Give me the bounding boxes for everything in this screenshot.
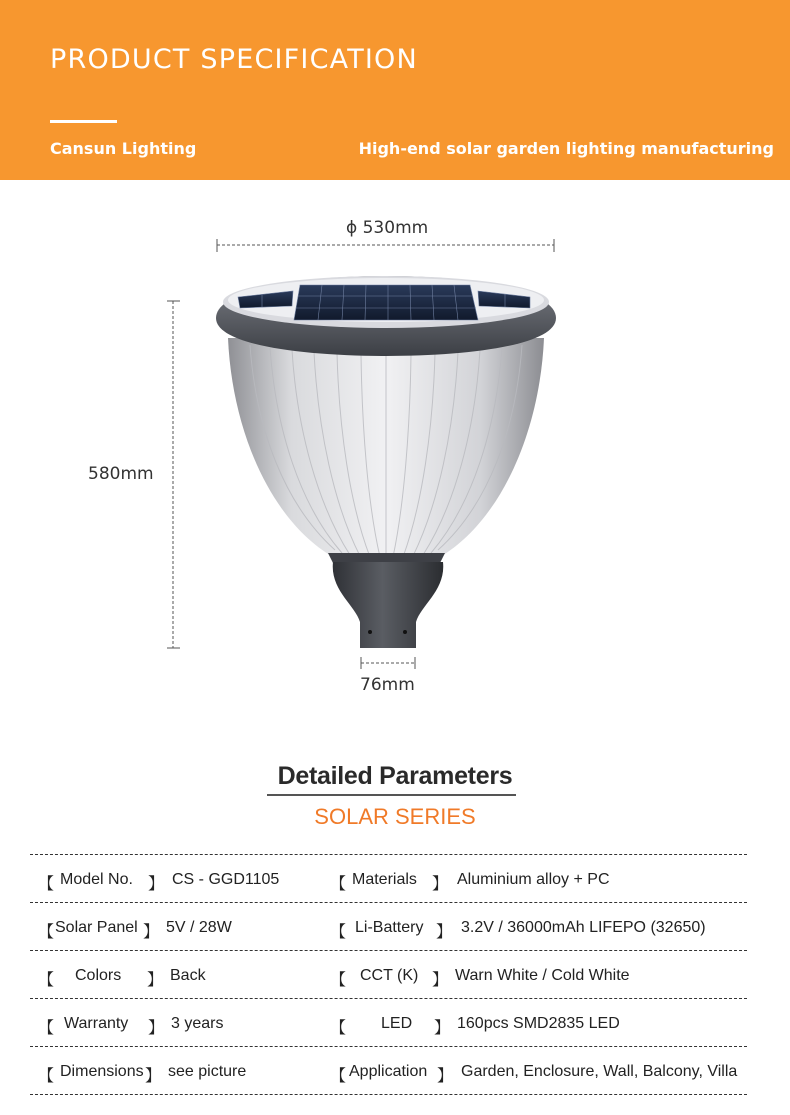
height-label: 580mm xyxy=(88,464,154,484)
param-value: Aluminium alloy + PC xyxy=(457,871,610,888)
row-divider xyxy=(30,1046,747,1047)
page-title: PRODUCT SPECIFICATION xyxy=(50,44,418,75)
param-label: Dimensions xyxy=(60,1063,144,1080)
header-banner xyxy=(0,0,790,180)
base-dimension-line xyxy=(361,657,415,669)
diameter-label: ϕ 530mm xyxy=(346,218,429,238)
base-label: 76mm xyxy=(360,675,415,695)
bracket-close: 】 xyxy=(148,1020,165,1037)
param-label: LED xyxy=(381,1015,413,1032)
bracket-close: 】 xyxy=(437,1068,454,1085)
tagline: High-end solar garden lighting manufacturing xyxy=(358,139,774,158)
bracket-open: 【 xyxy=(38,876,55,893)
bracket-open: 【 xyxy=(330,972,347,989)
row-divider xyxy=(30,950,747,951)
bracket-close: 】 xyxy=(432,876,449,893)
diameter-dimension-line xyxy=(217,239,554,252)
param-label: Warranty xyxy=(64,1015,129,1032)
row-divider xyxy=(30,902,747,903)
param-label: Colors xyxy=(75,967,122,984)
param-value: Warn White / Cold White xyxy=(455,967,630,984)
bracket-open: 【 xyxy=(38,1068,55,1085)
param-value: 160pcs SMD2835 LED xyxy=(457,1015,620,1032)
param-value: Garden, Enclosure, Wall, Balcony, Villa xyxy=(461,1063,738,1080)
height-dimension-line xyxy=(167,301,180,648)
bracket-open: 【 xyxy=(330,876,347,893)
bracket-open: 【 xyxy=(330,924,347,941)
bracket-close: 】 xyxy=(148,876,165,893)
param-value: 3 years xyxy=(171,1015,224,1032)
param-value: Back xyxy=(170,967,206,984)
title-underline xyxy=(50,120,117,123)
bracket-open: 【 xyxy=(330,1020,347,1037)
param-label: Li-Battery xyxy=(355,919,424,936)
params-title: Detailed Parameters xyxy=(277,762,513,790)
bracket-close: 】 xyxy=(432,972,449,989)
param-value: 3.2V / 36000mAh LIFEPO (32650) xyxy=(461,919,706,936)
param-label: Application xyxy=(349,1063,428,1080)
param-value: see picture xyxy=(168,1063,247,1080)
bracket-close: 】 xyxy=(434,1020,451,1037)
bracket-open: 【 xyxy=(38,924,55,941)
bracket-close: 】 xyxy=(145,1068,162,1085)
params-title-rule xyxy=(267,794,516,796)
param-label: Model No. xyxy=(60,871,133,888)
row-divider xyxy=(30,998,747,999)
bracket-close: 】 xyxy=(147,972,164,989)
bracket-close: 】 xyxy=(143,924,160,941)
param-label: Materials xyxy=(352,871,417,888)
param-label: Solar Panel xyxy=(55,919,138,936)
param-value: CS - GGD1105 xyxy=(172,871,280,888)
bracket-close: 】 xyxy=(436,924,453,941)
bracket-open: 【 xyxy=(38,1020,55,1037)
row-divider xyxy=(30,854,747,855)
param-value: 5V / 28W xyxy=(166,919,232,936)
lamp-illustration xyxy=(0,190,790,690)
param-label: CCT (K) xyxy=(360,967,419,984)
row-divider xyxy=(30,1094,747,1095)
bracket-open: 【 xyxy=(38,972,55,989)
brand-name: Cansun Lighting xyxy=(50,139,197,158)
params-subtitle: SOLAR SERIES xyxy=(314,804,476,829)
bracket-open: 【 xyxy=(330,1068,347,1085)
